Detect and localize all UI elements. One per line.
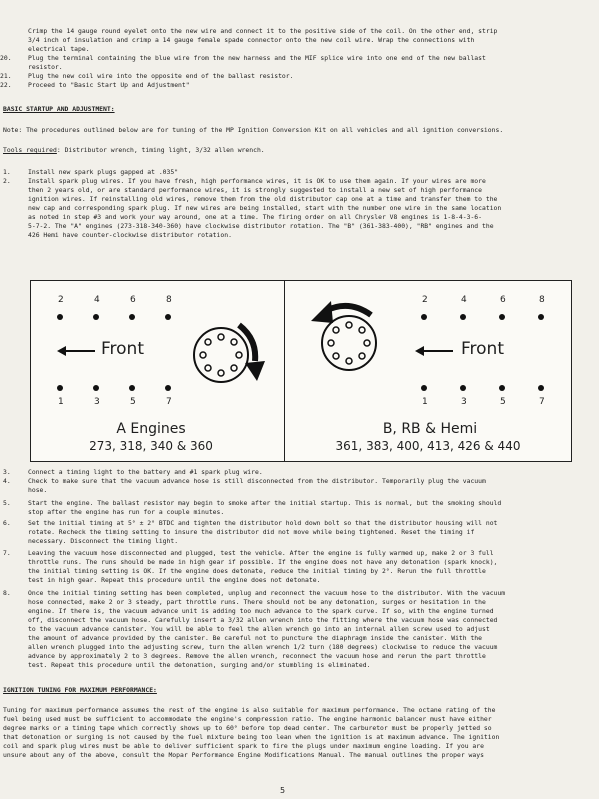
b-rb-hemi-title: B, RB & Hemi xyxy=(382,421,478,437)
step-line: stop after the engine has run for a couple minutes. xyxy=(28,508,225,516)
closing-line: fuel being used must be sufficient to accommodate the engine's compression ratio. The engine harmonic balancer must have either xyxy=(3,715,492,723)
step-line: Set the initial timing at 5° ± 2° BTDC and tighten the distributor hold down bolt so that the distributor housing will not xyxy=(28,519,498,527)
step-line: test. Repeat this procedure until the detonation, surging and/or stumbling is eliminated. xyxy=(28,661,371,669)
front-label: Front xyxy=(101,339,144,359)
cylinder-number: 2 xyxy=(422,295,428,305)
cylinder-dot xyxy=(57,385,63,391)
cylinder-dot xyxy=(165,314,171,320)
section-heading-basic-startup: BASIC STARTUP AND ADJUSTMENT: xyxy=(3,105,115,113)
cylinder-number: 3 xyxy=(94,397,100,407)
cylinder-number: 4 xyxy=(461,295,467,305)
step-line: necessary. Disconnect the timing light. xyxy=(28,537,179,545)
step-line: throttle runs. The runs should be made in high gear if possible. If the engine does not have any detonation (spark knock), xyxy=(28,558,498,566)
step-number: 21. xyxy=(0,72,12,80)
step-line: Proceed to "Basic Start Up and Adjustment" xyxy=(28,81,190,89)
step-line: advance by approximately 2 to 3 degrees. Remove the allen wrench, reconnect the vacuum hose and rerun the part throttle xyxy=(28,652,486,660)
closing-line: unsure about any of the above, consult the Mopar Performance Engine Modifications Manual. The manual outlines the proper ways xyxy=(3,751,484,759)
tools-required xyxy=(3,146,265,155)
front-arrow-icon xyxy=(415,343,455,359)
cylinder-dot xyxy=(421,385,427,391)
step-line: 426 Hemi have counter-clockwise distributor rotation. xyxy=(28,231,232,239)
cylinder-number: 5 xyxy=(500,397,506,407)
closing-line: degree marks or a timing tape which correctly shows up to 60° before top dead center. The carburetor must be properly jetted so xyxy=(3,724,492,732)
step-line: new cap and corresponding spark plug. If new wires are being installed, start with the number one wire in the same location xyxy=(28,204,502,212)
cylinder-number: 5 xyxy=(130,397,136,407)
note-text: Note: The procedures outlined below are for tuning of the MP Ignition Conversion Kit on all vehicles and all ignition conversions. xyxy=(3,126,504,134)
step-line: off, disconnect the vacuum hose. Carefully insert a 3/32 allen wrench into the fitting where the vacuum hose was connected xyxy=(28,616,498,624)
step-number: 4. xyxy=(3,477,11,485)
intro-line: 3/4 inch of insulation and crimp a 14 gauge female spade connector onto the new coil wire. Wrap the connections with xyxy=(28,36,475,44)
cylinder-dot xyxy=(460,314,466,320)
cylinder-number: 2 xyxy=(58,295,64,305)
tools-text: : Distributor wrench, timing light, 3/32 allen wrench. xyxy=(56,146,265,154)
step-line: Install spark plug wires. If you have fresh, high performance wires, it is OK to use them again. If your wires are more xyxy=(28,177,486,185)
a-engines-title: A Engines xyxy=(116,421,186,437)
cylinder-number: 4 xyxy=(94,295,100,305)
cylinder-dot xyxy=(93,314,99,320)
a-engines-panel xyxy=(31,281,301,461)
step-line: the initial timing setting is OK. If the engine does detonate, reduce the initial timing by 2°. Rerun the full throttle xyxy=(28,567,486,575)
cylinder-dot xyxy=(499,314,505,320)
step-number: 8. xyxy=(3,589,11,597)
cylinder-number: 1 xyxy=(58,397,64,407)
step-number: 5. xyxy=(3,499,11,507)
step-line: the amount of advance provided by the canister. Be careful not to puncture the diaphragm inside the canister. With the xyxy=(28,634,483,642)
clockwise-distributor-icon xyxy=(181,311,271,393)
intro-line: Crimp the 14 gauge round eyelet onto the new wire and connect it to the positive side of the coil. On the other end, strip xyxy=(28,27,498,35)
step-line: ignition wires. If reinstalling old wires, remove them from the old distributor cap one at a time and transfer them to the xyxy=(28,195,498,203)
cylinder-dot xyxy=(129,314,135,320)
cylinder-dot xyxy=(499,385,505,391)
cylinder-number: 8 xyxy=(166,295,172,305)
step-line: Check to make sure that the vacuum advance hose is still disconnected from the distributor. Temporarily plug the vacuum xyxy=(28,477,486,485)
step-line: then 2 years old, or are standard performance wires, it is strongly suggested to install a new set of high performance xyxy=(28,186,483,194)
step-line: Plug the terminal containing the blue wire from the new harness and the MIF splice wire into one end of the new ballast xyxy=(28,54,486,62)
cylinder-number: 1 xyxy=(422,397,428,407)
step-line: Plug the new coil wire into the opposite end of the ballast resistor. xyxy=(28,72,294,80)
step-line: to the vacuum advance canister. You will be able to feel the allen wrench go into an internal allen screw used to adjust xyxy=(28,625,490,633)
cylinder-dot xyxy=(57,314,63,320)
step-number: 20. xyxy=(0,54,12,62)
cylinder-number: 7 xyxy=(166,397,172,407)
step-number: 3. xyxy=(3,468,11,476)
step-number: 7. xyxy=(3,549,11,557)
closing-line: coil and spark plug wires must be able to deliver sufficient spark to fire the plugs under maximum engine loading. If you are xyxy=(3,742,484,750)
cylinder-number: 6 xyxy=(130,295,136,305)
step-line: rotate. Recheck the timing setting to insure the distributor did not move while being tightened. Reset the timing if xyxy=(28,528,475,536)
b-rb-hemi-panel xyxy=(285,281,571,461)
step-line: 5-7-2. The "A" engines (273-318-340-360) have clockwise distributor rotation. The "B" (361-383-400), "RB" engines and the xyxy=(28,222,494,230)
cylinder-dot xyxy=(538,314,544,320)
step-number: 6. xyxy=(3,519,11,527)
cylinder-dot xyxy=(460,385,466,391)
front-label: Front xyxy=(461,339,504,359)
cylinder-number: 7 xyxy=(539,397,545,407)
section-heading-ignition-tuning: IGNITION TUNING FOR MAXIMUM PERFORMANCE: xyxy=(3,686,157,694)
intro-line: electrical tape. xyxy=(28,45,90,53)
step-line: allen wrench plugged into the adjusting screw, turn the allen wrench 1/2 turn (180 degrees) clockwise to reduce the vacuum xyxy=(28,643,498,651)
step-line: engine. If there is, the vacuum advance unit is adding too much advance to the spark curve. If so, with the engine turned xyxy=(28,607,494,615)
front-arrow-icon xyxy=(57,343,97,359)
closing-line: Tuning for maximum performance assumes the rest of the engine is also suitable for maximum performance. The octane rating of the xyxy=(3,706,496,714)
step-line: Start the engine. The ballast resistor may begin to smoke after the initial startup. This is normal, but the smoking should xyxy=(28,499,502,507)
closing-line: that detonation or surging is not caused by the fuel mixture being too lean when the ignition is at maximum advance. The ignition xyxy=(3,733,500,741)
firing-order-diagram xyxy=(30,280,572,462)
step-number: 1. xyxy=(3,168,11,176)
cylinder-dot xyxy=(93,385,99,391)
cylinder-number: 3 xyxy=(461,397,467,407)
step-line: test in high gear. Repeat this procedure until the engine does not detonate. xyxy=(28,576,321,584)
counter-clockwise-distributor-icon xyxy=(301,295,391,377)
step-line: hose. xyxy=(28,486,48,494)
step-line: hose connected, make 2 or 3 steady, part throttle runs. There should not be any detonation, surges or hesitation in the xyxy=(28,598,486,606)
step-line: Once the initial timing setting has been completed, unplug and reconnect the vacuum hose to the distributor. With the vacuum xyxy=(28,589,506,597)
step-line: Connect a timing light to the battery and #1 spark plug wire. xyxy=(28,468,263,476)
cylinder-dot xyxy=(165,385,171,391)
tools-label: Tools required xyxy=(3,146,57,154)
step-line: Leaving the vacuum hose disconnected and plugged, test the vehicle. After the engine is fully warmed up, make 2 or 3 full xyxy=(28,549,494,557)
cylinder-dot xyxy=(129,385,135,391)
cylinder-number: 6 xyxy=(500,295,506,305)
page-number: 5 xyxy=(280,786,286,795)
step-line: as noted in step #3 and work your way around, one at a time. The firing order on all Chrysler V8 engines is 1-8-4-3-6- xyxy=(28,213,483,221)
cylinder-dot xyxy=(538,385,544,391)
step-line: Install new spark plugs gapped at .035" xyxy=(28,168,179,176)
a-engines-list: 273, 318, 340 & 360 xyxy=(89,439,213,453)
step-number: 22. xyxy=(0,81,12,89)
cylinder-number: 8 xyxy=(539,295,545,305)
step-line: resistor. xyxy=(28,63,63,71)
cylinder-dot xyxy=(421,314,427,320)
b-rb-hemi-list: 361, 383, 400, 413, 426 & 440 xyxy=(335,439,521,453)
step-number: 2. xyxy=(3,177,11,185)
